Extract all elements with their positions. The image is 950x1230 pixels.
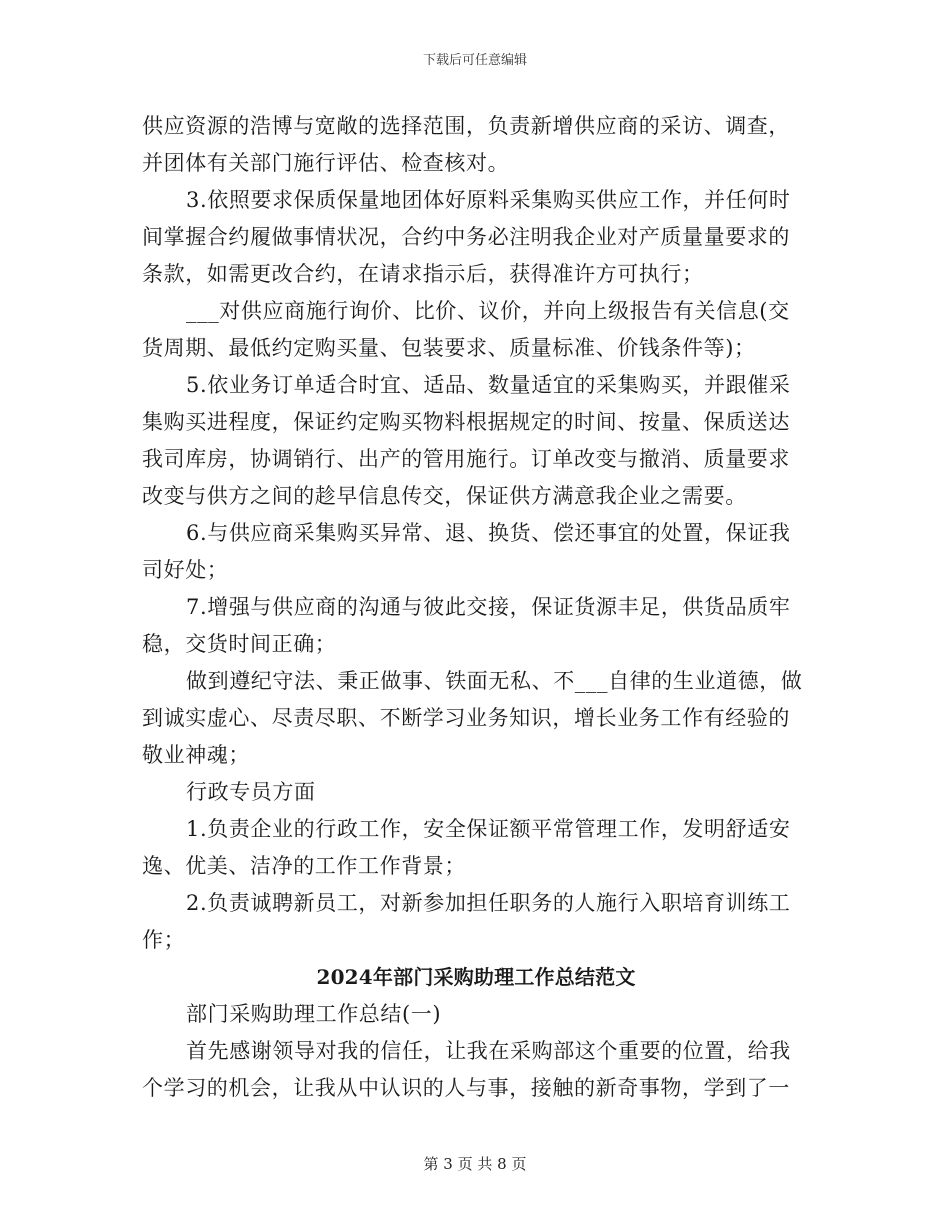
paragraph-line: 首先感谢领导对我的信任，让我在采购部这个重要的位置，给我 bbox=[186, 1039, 791, 1063]
section-subtitle: 部门采购助理工作总结(一) bbox=[186, 1002, 442, 1026]
paragraph-line: 到诚实虚心、尽责尽职、不断学习业务知识，增长业务工作有经验的 bbox=[142, 706, 790, 730]
paragraph-line: 做到遵纪守法、秉正做事、铁面无私、不___自律的生业道德，做 bbox=[186, 669, 803, 693]
page-number: 第 3 页 共 8 页 bbox=[423, 1155, 527, 1173]
paragraph-line: 个学习的机会，让我从中认识的人与事，接触的新奇事物，学到了一 bbox=[142, 1076, 790, 1100]
paragraph-line: 3.依照要求保质保量地团体好原料采集购买供应工作，并任何时 bbox=[186, 188, 791, 212]
paragraph-line: 6.与供应商采集购买异常、退、换货、偿还事宜的处置，保证我 bbox=[186, 521, 791, 545]
paragraph-line: ___对供应商施行询价、比价、议价，并向上级报告有关信息(交 bbox=[186, 299, 790, 323]
document-heading: 2024年部门采购助理工作总结范文 bbox=[316, 965, 636, 989]
paragraph-line: 改变与供方之间的趁早信息传交，保证供方满意我企业之需要。 bbox=[142, 484, 747, 508]
paragraph-line: 司好处； bbox=[142, 558, 229, 582]
paragraph-line: 稳，交货时间正确； bbox=[142, 632, 337, 656]
paragraph-line: 我司库房，协调销行、出产的管用施行。订单改变与撤消、质量要求 bbox=[142, 447, 790, 471]
section-label: 行政专员方面 bbox=[186, 780, 316, 804]
paragraph-line: 2.负责诚聘新员工，对新参加担任职务的人施行入职培育训练工 bbox=[186, 891, 791, 915]
paragraph-line: 间掌握合约履做事情状况，合约中务必注明我企业对产质量量要求的 bbox=[142, 225, 790, 249]
paragraph-line: 货周期、最低约定购买量、包装要求、质量标准、价钱条件等)； bbox=[142, 336, 756, 360]
document-body bbox=[142, 108, 810, 1107]
paragraph-line: 集购买进程度，保证约定购买物料根据规定的时间、按量、保质送达 bbox=[142, 410, 790, 434]
paragraph-line: 敬业神魂； bbox=[142, 743, 250, 767]
paragraph-line: 逸、优美、洁净的工作工作背景； bbox=[142, 854, 466, 878]
paragraph-line: 条款，如需更改合约，在请求指示后，获得准许方可执行； bbox=[142, 262, 704, 286]
paragraph-line: 7.增强与供应商的沟通与彼此交接，保证货源丰足，供货品质牢 bbox=[186, 595, 791, 619]
paragraph-line: 5.依业务订单适合时宜、适品、数量适宜的采集购买，并跟催采 bbox=[186, 373, 791, 397]
page-header: 下载后可任意编辑 bbox=[422, 53, 527, 68]
paragraph-line: 并团体有关部门施行评估、检查核对。 bbox=[142, 151, 510, 175]
paragraph-line: 1.负责企业的行政工作，安全保证额平常管理工作，发明舒适安 bbox=[186, 817, 791, 841]
paragraph-line: 作； bbox=[142, 928, 186, 952]
paragraph-line: 供应资源的浩博与宽敞的选择范围，负责新增供应商的采访、调查， bbox=[142, 114, 790, 138]
